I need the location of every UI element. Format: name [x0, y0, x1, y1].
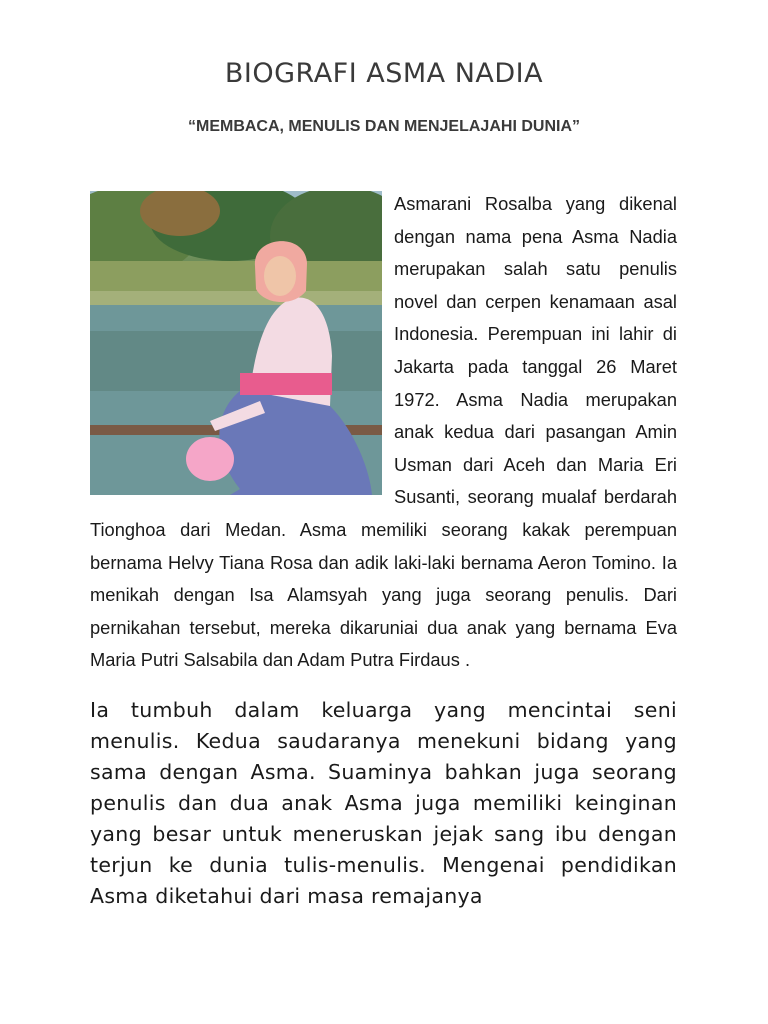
portrait-photo: [90, 191, 382, 495]
biography-paragraph-1: Asmarani Rosalba yang dikenal dengan nama pena Asma Nadia merupakan salah satu penulis novel dan cerpen kenamaan asal Indonesia. Perempuan ini lahir di Jakarta pada tanggal 26 Maret 1972. Asma Nadia merupakan anak kedua dari pasangan Amin Usman dari Aceh dan Maria Eri Susanti, seorang mualaf berdarah Tionghoa dari Medan. Asma memiliki seorang kakak perempuan bernama Helvy Tiana Rosa dan adik laki-laki bernama Aeron Tomino. Ia menikah dengan Isa Alamsyah yang juga seorang penulis. Dari pernikahan tersebut, mereka dikaruniai dua anak yang bernama Eva Maria Putri Salsabila dan Adam Putra Firdaus .: [90, 193, 677, 671]
document-title: BIOGRAFI ASMA NADIA: [224, 58, 544, 89]
document-body: [90, 188, 677, 913]
document-subtitle: “MEMBACA, MENULIS DAN MENJELAJAHI DUNIA”: [187, 118, 580, 135]
biography-paragraph-2: Ia tumbuh dalam keluarga yang mencintai seni menulis. Kedua saudaranya menekuni bidang yang sama dengan Asma. Suaminya bahkan juga seorang penulis dan dua anak Asma juga memiliki keinginan yang besar untuk meneruskan jejak sang ibu dengan terjun ke dunia tulis-menulis. Mengenai pendidikan Asma diketahui dari masa remajanya: [90, 697, 677, 909]
